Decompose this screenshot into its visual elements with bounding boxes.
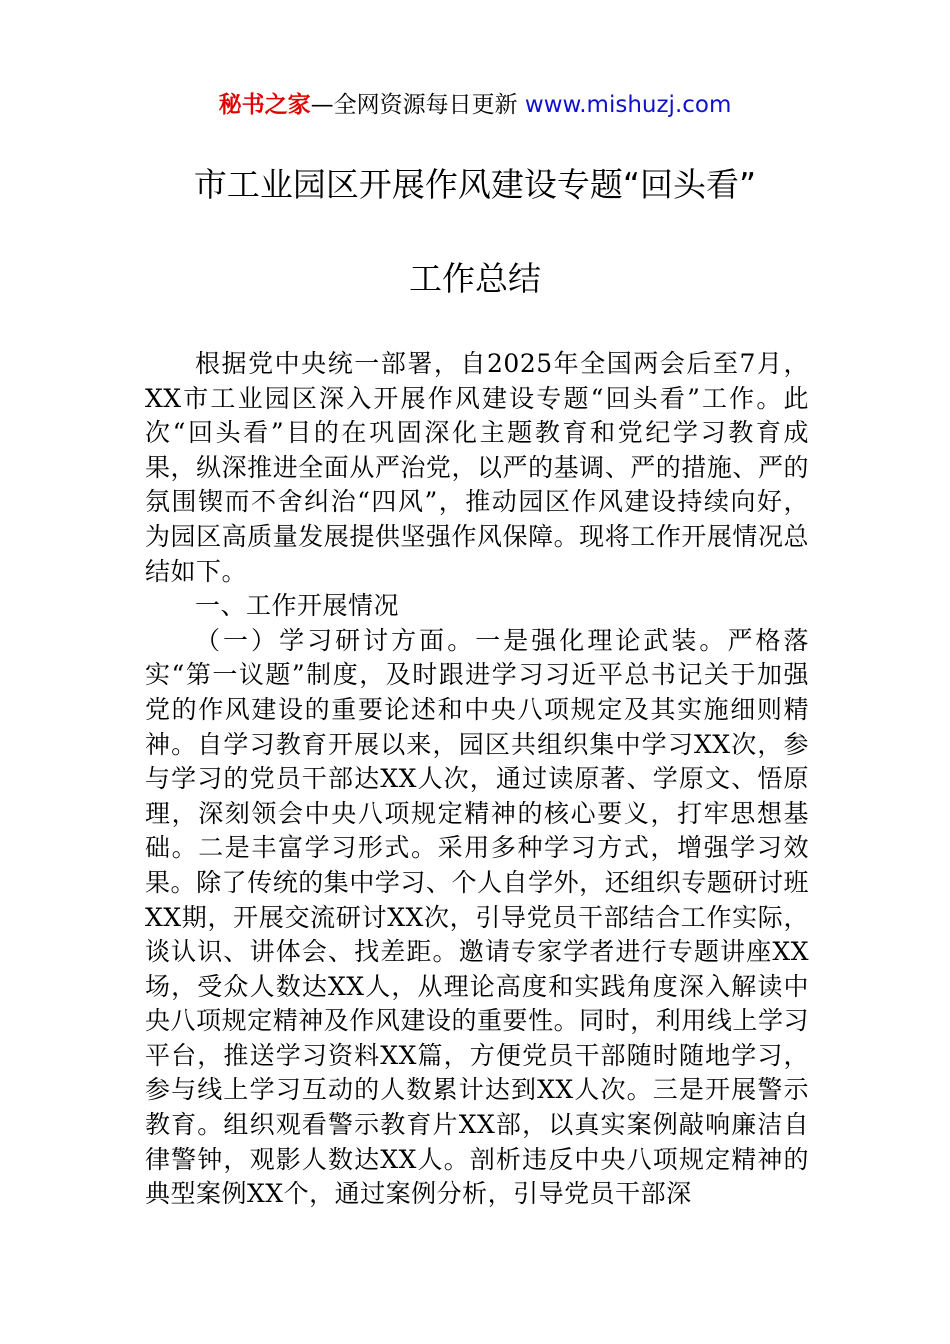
document-title-line-1: 市工业园区开展作风建设专题“回头看” (193, 165, 757, 204)
site-url-link[interactable]: www.mishuzj.com (524, 92, 732, 118)
document-body (145, 347, 809, 1212)
brand-name: 秘书之家 (218, 92, 311, 118)
section-heading: 一、工作开展情况 (195, 591, 400, 621)
intro-paragraph: 根据党中央统一部署，自2025年全国两会后至7月，XX市工业园区深入开展作风建设专题“回头看”工作。此次“回头看”目的在巩固深化主题教育和党纪学习教育成果，纵深推进全面从严治党，以严的基调、严的措施、严的氛围锲而不舍纠治“四风”，推动园区作风建设持续向好，为园区高质量发展提供坚强作风保障。现将工作开展情况总结如下。 (145, 349, 809, 586)
site-header (0, 88, 950, 122)
body-paragraph: （一）学习研讨方面。一是强化理论武装。严格落实“第一议题”制度，及时跟进学习习近平总书记关于加强党的作风建设的重要论述和中央八项规定及其实施细则精神。自学习教育开展以来，园区共组织集中学习XX次，参与学习的党员干部达XX人次，通过读原著、学原文、悟原理，深刻领会中央八项规定精神的核心要义，打牢思想基础。二是丰富学习形式。采用多种学习方式，增强学习效果。除了传统的集中学习、个人自学外，还组织专题研讨班XX期，开展交流研讨XX次，引导党员干部结合工作实际，谈认识、讲体会、找差距。邀请专家学者进行专题讲座XX场，受众人数达XX人，从理论高度和实践角度深入解读中央八项规定精神及作风建设的重要性。同时，利用线上学习平台，推送学习资料XX篇，方便党员干部随时随地学习，参与线上学习互动的人数累计达到XX人次。三是开展警示教育。组织观看警示教育片XX部，以真实案例敲响廉洁自律警钟，观影人数达XX人。剖析违反中央八项规定精神的典型案例XX个，通过案例分析，引导党员干部深 (145, 625, 809, 1209)
document-title-line-2: 工作总结 (409, 259, 541, 298)
header-tagline: —全网资源每日更新 (310, 92, 525, 118)
